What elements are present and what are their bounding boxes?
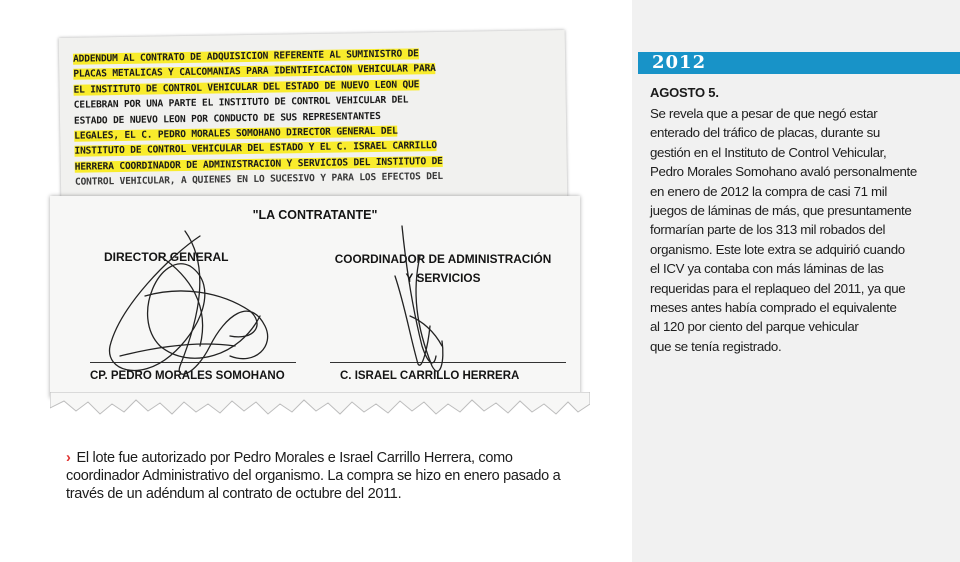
left-signer-role: DIRECTOR GENERAL bbox=[104, 250, 229, 264]
left-signer-name: CP. PEDRO MORALES SOMOHANO bbox=[90, 370, 285, 382]
contract-line-5: LEGALES, EL C. PEDRO MORALES SOMOHANO DIRECTOR GENERAL DEL bbox=[74, 125, 398, 142]
timeline-body-line: juegos de láminas de más, que presuntamente bbox=[650, 203, 912, 219]
timeline-body-line: gestión en el Instituto de Control Vehicular, bbox=[650, 144, 887, 160]
contract-line-7: HERRERA COORDINADOR DE ADMINISTRACION Y SERVICIOS DEL INSTITUTO DE bbox=[74, 155, 443, 173]
caption-text: El lote fue autorizado por Pedro Morales e Israel Carrillo Herrera, como coordinador Administrativo del organismo. La compra se hizo en enero pasado a través de un adéndum al contrato de octubre del 2011. bbox=[66, 450, 561, 502]
contract-line-6: INSTITUTO DE CONTROL VEHICULAR DEL ESTADO Y EL C. ISRAEL CARRILLO bbox=[74, 140, 437, 158]
contract-line-1: PLACAS METALICAS Y CALCOMANIAS PARA IDENTIFICACION VEHICULAR PARA bbox=[73, 63, 436, 81]
timeline-body-line: requeridas para el replaqueo del 2011, ya que bbox=[650, 280, 906, 296]
timeline-body-line: en enero de 2012 la compra de casi 71 mil bbox=[650, 183, 887, 199]
signature-block-title: "LA CONTRATANTE" bbox=[252, 208, 378, 222]
right-signer-role-line2: Y SERVICIOS bbox=[405, 271, 481, 285]
right-signer-name: C. ISRAEL CARRILLO HERRERA bbox=[340, 370, 520, 382]
torn-paper-edge bbox=[50, 392, 590, 418]
timeline-date: AGOSTO 5. bbox=[650, 85, 719, 100]
contract-line-0: ADDENDUM AL CONTRATO DE ADQUISICION REFERENTE AL SUMINISTRO DE bbox=[72, 48, 419, 65]
right-signature-scribble bbox=[395, 226, 443, 371]
contract-line-2: EL INSTITUTO DE CONTROL VEHICULAR DEL ESTADO DE NUEVO LEON QUE bbox=[73, 79, 420, 96]
contract-line-4: ESTADO DE NUEVO LEON POR CONDUCTO DE SUS REPRESENTANTES bbox=[73, 110, 381, 127]
handwritten-signatures bbox=[50, 196, 580, 398]
timeline-body-line: organismo. Este lote extra se adquirió cuando bbox=[650, 241, 905, 257]
right-signer-role bbox=[318, 250, 568, 288]
timeline-body-line: Se revela que a pesar de que negó estar bbox=[650, 106, 878, 121]
timeline-body-line: que se tenía registrado. bbox=[650, 338, 782, 354]
timeline-body-line: enterado del tráfico de placas, durante su bbox=[650, 125, 880, 141]
document-caption bbox=[66, 449, 586, 503]
timeline-body-line: meses antes había comprado el equivalente bbox=[650, 300, 897, 316]
timeline-body-line: formarían parte de los 313 mil robados del bbox=[650, 222, 886, 238]
timeline-body bbox=[650, 104, 950, 356]
year-bar bbox=[638, 52, 960, 74]
caption-marker-icon: › bbox=[66, 450, 71, 466]
left-signature-line bbox=[90, 362, 296, 363]
timeline-year: 2012 bbox=[652, 52, 707, 73]
right-signer-role-line1: COORDINADOR DE ADMINISTRACIÓN bbox=[334, 252, 552, 266]
contract-line-8: CONTROL VEHICULAR, A QUIENES EN LO SUCESIVO Y PARA LOS EFECTOS DEL bbox=[74, 171, 444, 188]
right-signature-line bbox=[330, 362, 566, 363]
contract-excerpt bbox=[59, 30, 568, 206]
timeline-sidebar bbox=[632, 0, 960, 562]
signature-block bbox=[50, 196, 580, 398]
timeline-body-line: el ICV ya contaba con más láminas de las bbox=[650, 261, 884, 277]
timeline-body-line: Pedro Morales Somohano avaló personalmente bbox=[650, 164, 917, 180]
timeline-body-line: al 120 por ciento del parque vehicular bbox=[650, 319, 859, 335]
contract-line-3: CELEBRAN POR UNA PARTE EL INSTITUTO DE CONTROL VEHICULAR DEL bbox=[73, 94, 409, 111]
